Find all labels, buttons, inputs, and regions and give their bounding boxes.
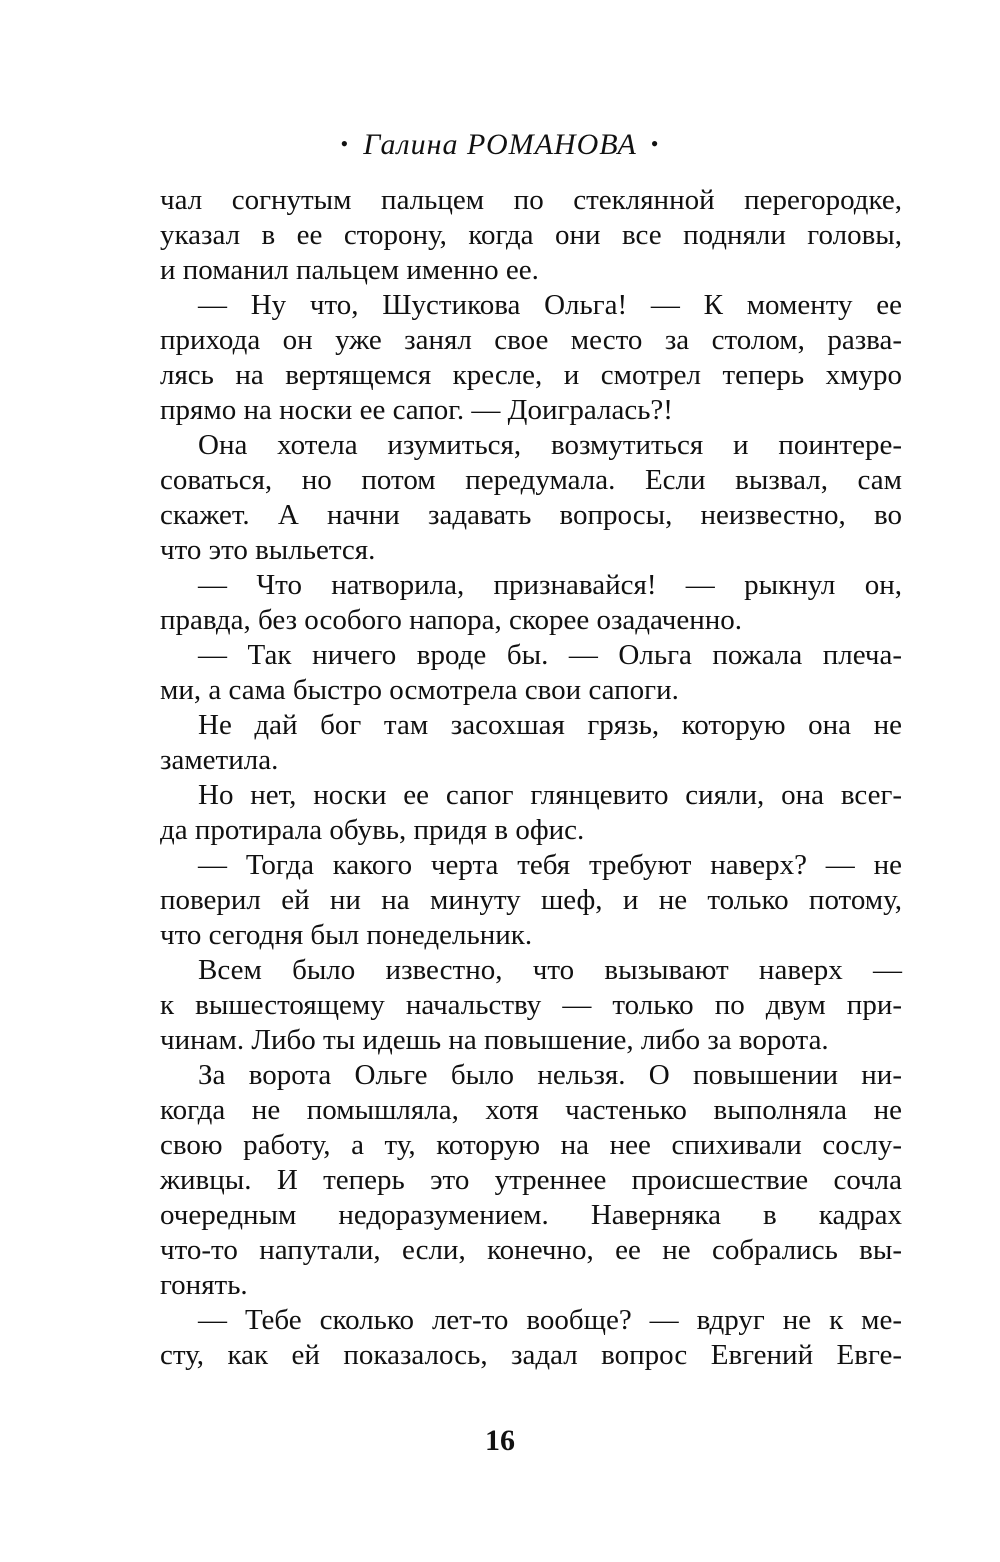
text-line: что-то напутали, если, конечно, ее не собрались вы- [160, 1234, 902, 1266]
author-name: Галина РОМАНОВА [363, 128, 637, 161]
text-line: — Тебе сколько лет-то вообще? — вдруг не к ме- [198, 1304, 902, 1336]
text-line: указал в ее сторону, когда они все подняли головы, [160, 219, 902, 251]
text-line: гонять. [160, 1269, 248, 1301]
text-line: и поманил пальцем именно ее. [160, 254, 539, 286]
text-line: живцы. И теперь это утреннее происшествие сочла [160, 1164, 902, 1196]
text-line: Всем было известно, что вызывают наверх — [198, 954, 902, 986]
text-line: что это выльется. [160, 534, 376, 566]
text-line: когда не помышляла, хотя частенько выполняла не [160, 1094, 902, 1126]
text-line: очередным недоразумением. Наверняка в кадрах [160, 1199, 902, 1231]
body-text [160, 183, 902, 1373]
text-line: Но нет, носки ее сапог глянцевито сияли, она всег- [198, 779, 902, 811]
text-line: чинам. Либо ты идешь на повышение, либо за ворота. [160, 1024, 829, 1056]
page-number: 16 [485, 1424, 515, 1457]
text-line: прихода он уже занял свое место за столом, разва- [160, 324, 902, 356]
text-line: что сегодня был понедельник. [160, 919, 533, 951]
header-bullet-right: • [650, 131, 660, 156]
text-line: свою работу, а ту, которую на нее спихивали сослу- [160, 1129, 902, 1161]
running-head [0, 128, 1000, 162]
text-line: заметила. [160, 744, 279, 776]
text-line: лясь на вертящемся кресле, и смотрел теперь хмуро [160, 359, 902, 391]
text-line: скажет. А начни задавать вопросы, неизвестно, во [160, 499, 902, 531]
header-bullet-left: • [340, 131, 350, 156]
text-line: чал согнутым пальцем по стеклянной перегородке, [160, 184, 902, 216]
text-line: — Так ничего вроде бы. — Ольга пожала плеча- [198, 639, 902, 671]
text-line: — Что натворила, признавайся! — рыкнул он, [198, 569, 902, 601]
text-line: соваться, но потом передумала. Если вызвал, сам [160, 464, 902, 496]
text-line: ми, а сама быстро осмотрела свои сапоги. [160, 674, 679, 706]
text-line: к вышестоящему начальству — только по двум при- [160, 989, 902, 1021]
text-line: да протирала обувь, придя в офис. [160, 814, 585, 846]
text-line: Не дай бог там засохшая грязь, которую она не [198, 709, 902, 741]
text-line: Она хотела изумиться, возмутиться и поинтере- [198, 429, 902, 461]
text-line: — Ну что, Шустикова Ольга! — К моменту ее [198, 289, 902, 321]
text-line: — Тогда какого черта тебя требуют наверх? — не [198, 849, 902, 881]
text-line: правда, без особого напора, скорее озадаченно. [160, 604, 742, 636]
text-line: За ворота Ольге было нельзя. О повышении ни- [198, 1059, 902, 1091]
text-line: поверил ей ни на минуту шеф, и не только потому, [160, 884, 902, 916]
text-line: прямо на носки ее сапог. — Доигралась?! [160, 394, 673, 426]
text-line: сту, как ей показалось, задал вопрос Евгений Евге- [160, 1339, 902, 1371]
